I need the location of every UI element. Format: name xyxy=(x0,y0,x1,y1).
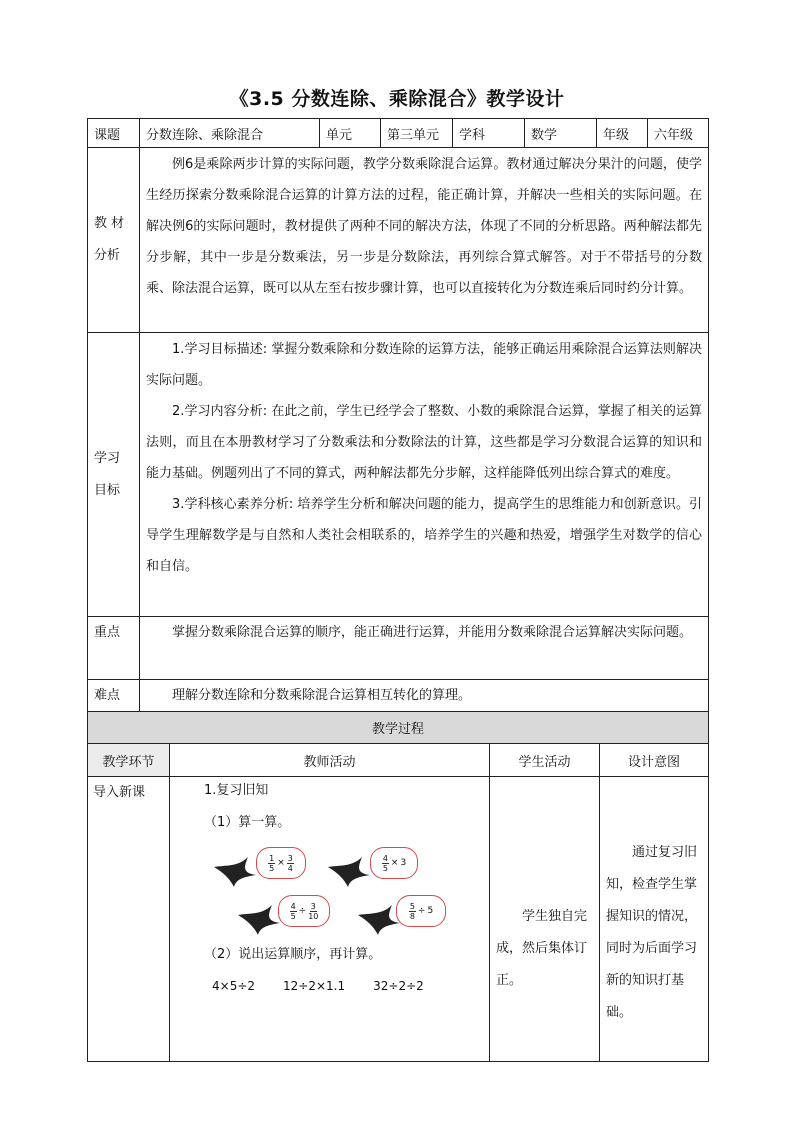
exercise-2-number: 3 xyxy=(400,858,407,868)
swallow-icon xyxy=(212,853,260,889)
exercise-3-operator: ÷ xyxy=(298,906,307,916)
analysis-label xyxy=(88,148,140,333)
info-table xyxy=(87,118,709,713)
exercise-2 xyxy=(370,847,418,879)
exercise-1-fraction-a: $\frac{1}{5}$ xyxy=(269,853,275,873)
expression-3: 32÷2÷2 xyxy=(373,979,424,993)
process-band-row xyxy=(88,712,709,744)
exercise-4-operator: ÷ xyxy=(417,906,426,916)
objectives-label-line2: 目标 xyxy=(94,482,121,498)
exercise-1-fraction-b: $\frac{3}{4}$ xyxy=(287,853,293,873)
topic-value: 分数连除、乘除混合 xyxy=(140,119,320,148)
key-point-row xyxy=(88,617,709,680)
objective-2: 2.学习内容分析: 在此之前，学生已经学会了整数、小数的乘除混合运算，掌握了相关的运算法则，而且在本册教材学习了分数乘法和分数除法的计算，这些都是学习分数混合运算的知识和能力基础。例题列出了不同的算式，两种解法都先分步解，这样能降低列出综合算式的难度。 xyxy=(146,404,702,481)
difficulty-label: 难点 xyxy=(88,680,140,713)
subject-value: 数学 xyxy=(525,119,597,148)
expressions xyxy=(212,979,424,993)
exercise-1-operator: × xyxy=(277,858,285,868)
exercise-3 xyxy=(278,895,330,927)
exercise-4-fraction-a: $\frac{5}{8}$ xyxy=(409,901,415,921)
student-activity: 学生独自完成，然后集体订正。 xyxy=(496,909,588,988)
exercise-4 xyxy=(396,895,446,927)
exercise-3-fraction-b: $\frac{3}{10}$ xyxy=(308,901,319,921)
topic-label: 课题 xyxy=(88,119,140,148)
difficulty-row xyxy=(88,680,709,713)
objective-1: 1.学习目标描述: 掌握分数乘除和分数连除的运算方法，能够正确运用乘除混合运算法则解决实际问题。 xyxy=(146,342,702,388)
process-band: 教学过程 xyxy=(88,712,709,744)
subject-label: 学科 xyxy=(453,119,525,148)
stage-cell: 导入新课 xyxy=(88,777,170,1062)
grade-label: 年级 xyxy=(597,119,648,148)
process-table xyxy=(87,711,709,1062)
expression-1: 4×5÷2 xyxy=(212,979,256,993)
objectives-row xyxy=(88,333,709,617)
exercise-2-fraction-a: $\frac{4}{5}$ xyxy=(382,853,388,873)
header-stage: 教学环节 xyxy=(88,744,170,777)
student-cell xyxy=(490,777,600,1062)
objectives-label-line1: 学习 xyxy=(94,450,121,466)
analysis-label-line2: 分析 xyxy=(94,248,121,263)
expression-2: 12÷2×1.1 xyxy=(283,979,346,993)
intent-cell xyxy=(600,777,709,1062)
analysis-row xyxy=(88,148,709,333)
swallow-icon xyxy=(326,853,374,889)
exercise-4-number: 5 xyxy=(427,906,434,916)
process-header-row xyxy=(88,744,709,777)
header-intent: 设计意图 xyxy=(600,744,709,777)
key-point-text: 掌握分数乘除混合运算的顺序，能正确进行运算，并能用分数乘除混合运算解决实际问题。 xyxy=(172,625,693,640)
sub-question-2: （2）说出运算顺序，再计算。 xyxy=(204,947,382,962)
analysis-label-line1: 教 材 xyxy=(94,216,125,231)
difficulty-text: 理解分数连除和分数乘除混合运算相互转化的算理。 xyxy=(172,688,472,703)
design-intent: 通过复习旧知，检查学生掌握知识的情况，同时为后面学习新的知识打基础。 xyxy=(606,845,698,1020)
swallow-icon xyxy=(236,901,284,937)
process-row-intro xyxy=(88,777,709,1062)
unit-value: 第三单元 xyxy=(381,119,453,148)
header-student: 学生活动 xyxy=(490,744,600,777)
analysis-text: 例6是乘除两步计算的实际问题，教学分数乘除混合运算。教材通过解决分果汁的问题，使学生经历探索分数乘除混合运算的计算方法的过程，能正确计算，并解决一些相关的实际问题。在解决例6的实际问题时，教材提供了两种不同的解决方法，体现了不同的分析思路。两种解法都先分步解，其中一步是分数乘法，另一步是分数除法，再列综合算式解答。对于不带括号的分数乘、除法混合运算，既可以从左至右按步骤计算，也可以直接转化为分数连乘后同时约分计算。 xyxy=(146,157,702,296)
objectives-content xyxy=(140,333,709,617)
exercise-1 xyxy=(256,847,306,879)
exercise-3-fraction-a: $\frac{4}{5}$ xyxy=(290,901,296,921)
grade-value: 六年级 xyxy=(648,119,709,148)
exercise-2-operator: × xyxy=(390,858,399,868)
info-row xyxy=(88,119,709,148)
page-title: 《3.5 分数连除、乘除混合》教学设计 xyxy=(229,88,565,110)
sub-question-1: （1）算一算。 xyxy=(204,815,291,830)
review-title: 1.复习旧知 xyxy=(204,783,269,798)
teacher-cell xyxy=(170,777,490,1062)
header-teacher: 教师活动 xyxy=(170,744,490,777)
key-point-label: 重点 xyxy=(88,617,140,680)
unit-label: 单元 xyxy=(320,119,381,148)
objectives-label xyxy=(88,333,140,617)
objective-3: 3.学科核心素养分析: 培养学生分析和解决问题的能力，提高学生的思维能力和创新意识。引导学生理解数学是与自然和人类社会相联系的，培养学生的兴趣和热爱，增强学生对数学的信心和自信。 xyxy=(146,497,702,574)
analysis-content xyxy=(140,148,709,333)
